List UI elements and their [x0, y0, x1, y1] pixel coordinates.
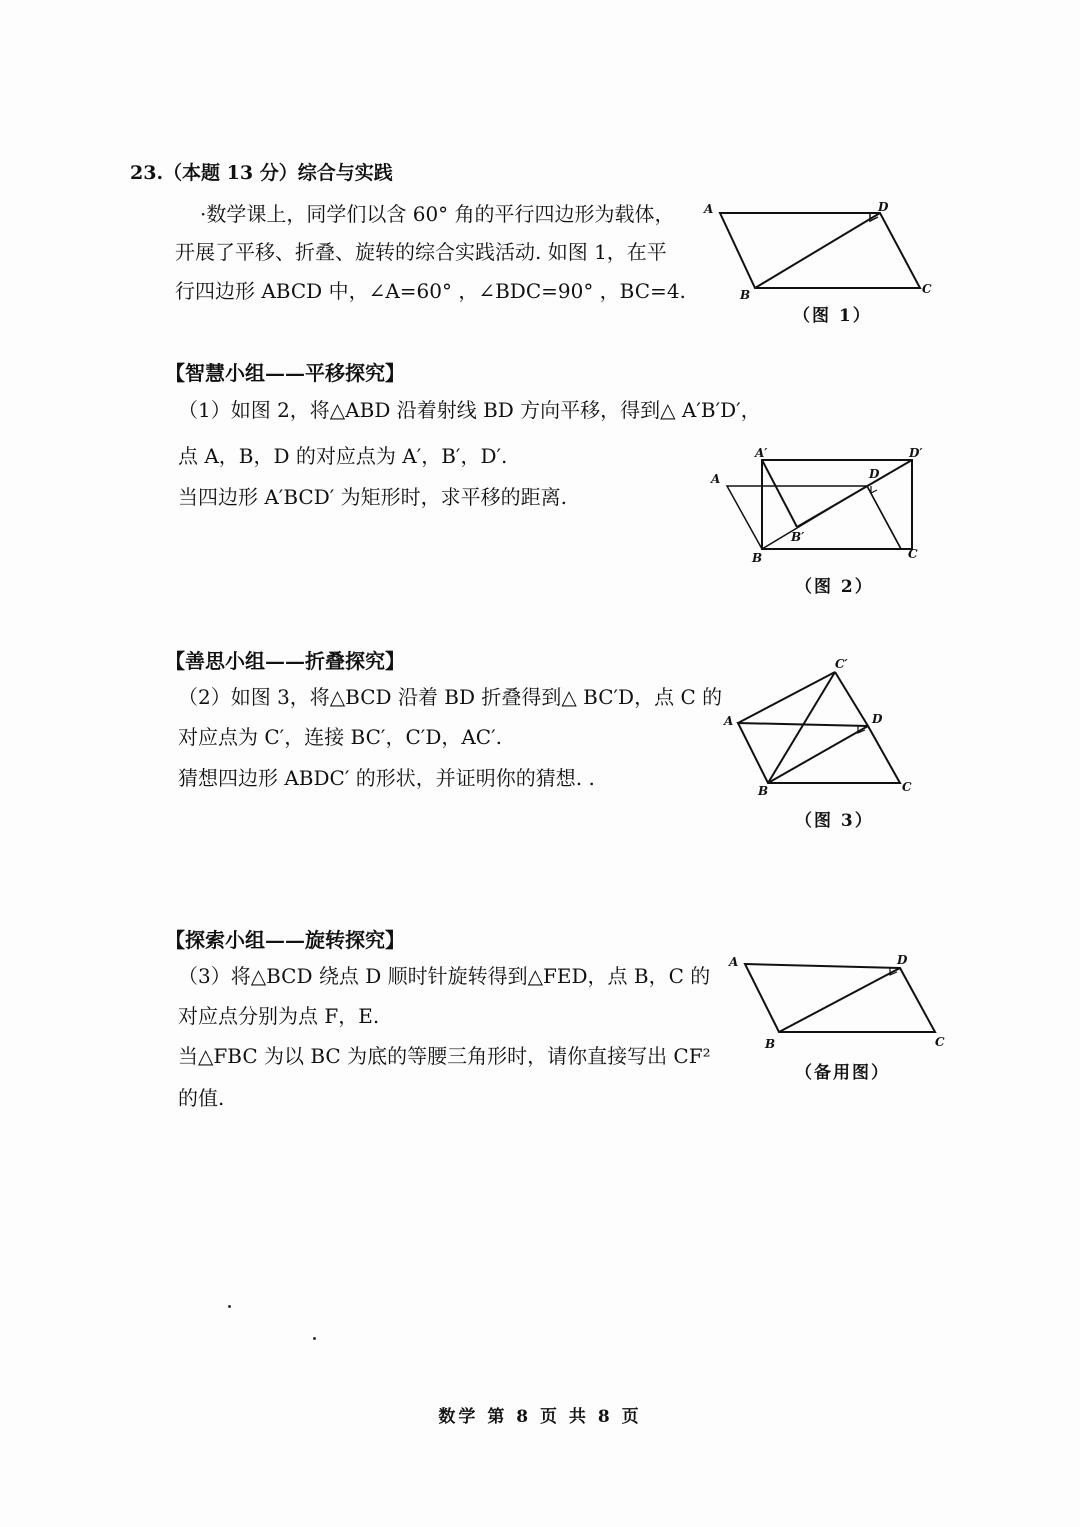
intro-line-1: ·数学课上，同学们以含 60° 角的平行四边形为载体，: [200, 202, 675, 226]
fig3-label-d: D: [872, 712, 883, 726]
fig2-b-prime-d-prime: [797, 460, 912, 527]
fig2-dc: [867, 486, 901, 549]
fig1-parallelogram: [720, 213, 920, 288]
intro-line-2: 开展了平移、折叠、旋转的综合实践活动. 如图 1，在平: [175, 240, 667, 264]
part1-section-title: 【智慧小组——平移探究】: [165, 361, 405, 385]
part3-line-4: 的值.: [178, 1086, 225, 1110]
figure-2-caption: （图 2）: [795, 577, 874, 597]
figure-2: [705, 445, 935, 565]
part3-line-3: 当△FBC 为以 BC 为底的等腰三角形时，请你直接写出 CF²: [178, 1044, 711, 1068]
part2-section-title: 【善思小组——折叠探究】: [165, 649, 405, 673]
intro-line-3: 行四边形 ABCD 中，∠A=60° ，∠BDC=90° ，BC=4.: [175, 279, 686, 303]
figure-3: [720, 655, 920, 800]
fig1-label-a: A: [704, 202, 714, 216]
fig4-diagonal-bd: [779, 968, 900, 1032]
part3-section-title: 【探索小组——旋转探究】: [165, 928, 405, 952]
part2-line-3: 猜想四边形 ABDC′ 的形状，并证明你的猜想. .: [178, 766, 595, 790]
fig4-label-a: A: [729, 955, 739, 969]
fig2-label-a: A: [711, 472, 721, 486]
fig3-label-c: C: [902, 780, 912, 794]
fig2-label-c: C: [908, 547, 918, 561]
fig2-label-a-prime: A′: [755, 446, 768, 460]
part3-line-2: 对应点分别为点 F，E.: [178, 1004, 380, 1028]
fig2-label-b-prime: B′: [791, 530, 805, 544]
fig4-label-b: B: [765, 1037, 776, 1051]
fig3-diagonal-bd: [768, 726, 868, 783]
part2-line-1: （2）如图 3，将△BCD 沿着 BD 折叠得到△ BC′D，点 C 的: [178, 685, 723, 709]
fig2-label-b: B: [752, 551, 763, 565]
fig3-label-a: A: [724, 714, 734, 728]
figure-1: [700, 195, 950, 305]
part1-line-3: 当四边形 A′BCD′ 为矩形时，求平移的距离.: [178, 485, 568, 509]
figure-1-caption: （图 1）: [793, 306, 872, 326]
stray-mark: [228, 1305, 231, 1308]
fig1-diagonal-bd: [755, 213, 880, 288]
fig1-label-d: D: [878, 200, 889, 214]
fig4-label-c: C: [935, 1035, 945, 1049]
fig2-a-prime-b-prime: [762, 460, 797, 527]
fig1-label-b: B: [740, 288, 751, 302]
question-header: 23.（本题 13 分）综合与实践: [130, 162, 393, 184]
page-footer: 数学 第 8 页 共 8 页: [438, 1407, 642, 1427]
fig2-right-angle: [871, 486, 877, 493]
part1-line-1: （1）如图 2，将△ABD 沿着射线 BD 方向平移，得到△ A′B′D′，: [178, 398, 761, 422]
part3-line-1: （3）将△BCD 绕点 D 顺时针旋转得到△FED，点 B，C 的: [178, 964, 711, 988]
figure-3-caption: （图 3）: [795, 811, 874, 831]
part1-line-2: 点 A，B，D 的对应点为 A′，B′，D′.: [178, 444, 508, 468]
part2-line-2: 对应点为 C′，连接 BC′，C′D，AC′.: [178, 725, 502, 749]
fig2-label-d-prime: D′: [909, 446, 923, 460]
fig1-label-c: C: [922, 282, 932, 296]
figure-backup-caption: （备用图）: [795, 1063, 890, 1083]
fig4-parallelogram: [745, 964, 935, 1032]
fig3-c-prime-d: [835, 672, 868, 726]
fig2-label-d: D: [869, 467, 880, 481]
stray-mark: [313, 1337, 316, 1340]
fig4-label-d: D: [897, 953, 908, 967]
fig3-label-b: B: [758, 784, 769, 798]
fig3-label-c-prime: C′: [835, 657, 848, 671]
figure-backup: [725, 948, 950, 1053]
